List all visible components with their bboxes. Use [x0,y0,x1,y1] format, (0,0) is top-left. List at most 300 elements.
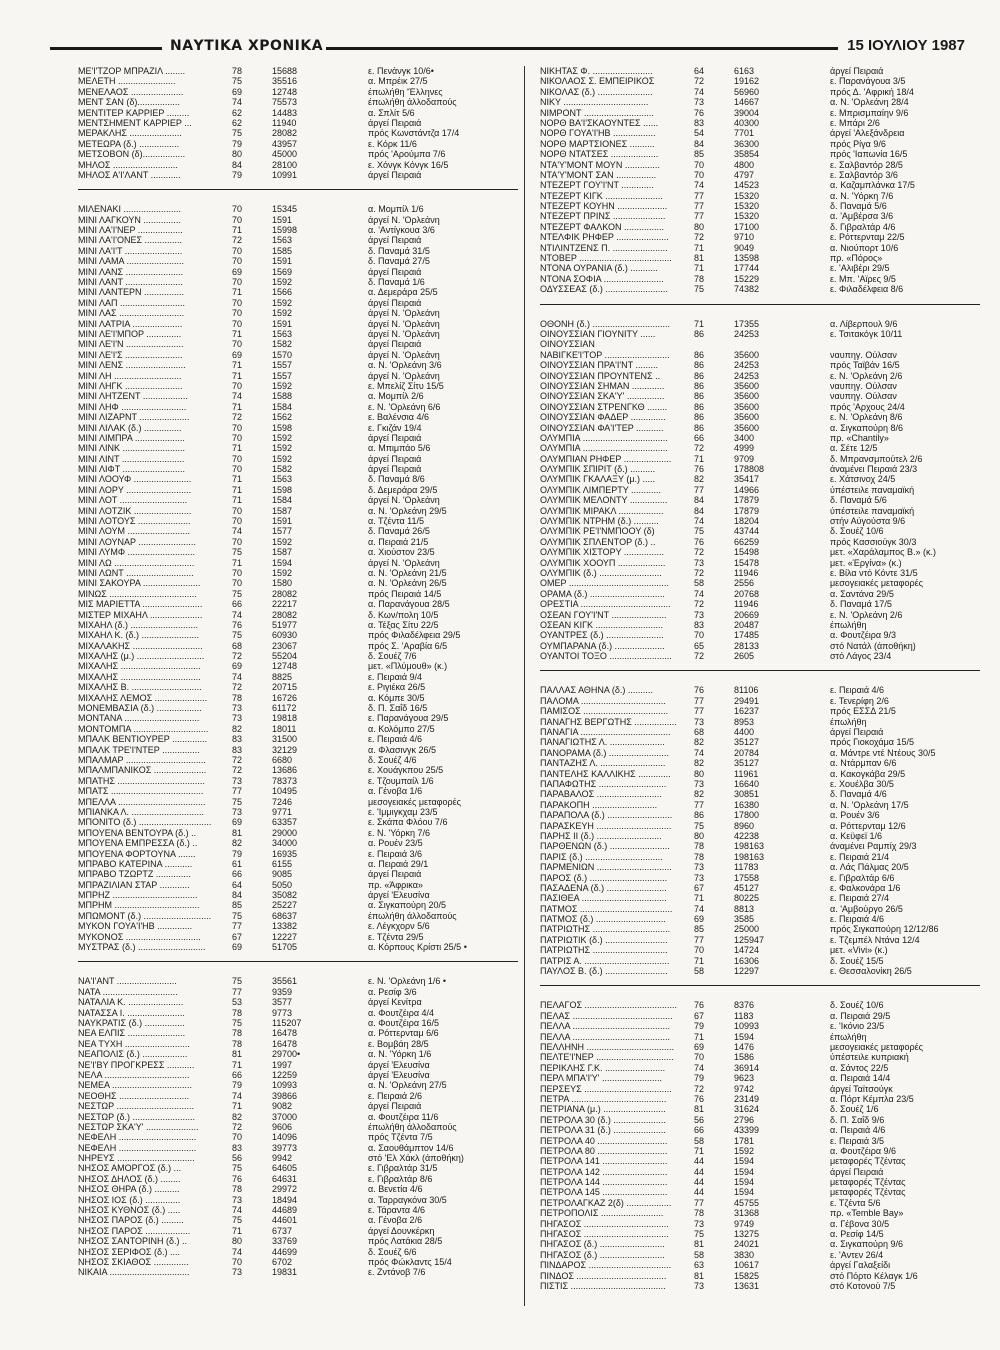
build-year: 75 [232,128,243,139]
ship-row [78,485,518,495]
build-year: 70 [232,256,243,267]
tonnage: 1586 [734,1052,755,1063]
build-year: 74 [694,516,705,527]
ship-location: δ. Σουέζ 7/6 [368,651,417,662]
build-year: 73 [232,775,243,786]
ship-location: πρός ΕΣΣΔ 21/5 [830,706,896,717]
ship-row [540,1104,980,1114]
build-year: 83 [232,744,243,755]
ship-location: δ. Σουέζ 1/6 [830,1104,879,1115]
ship-name: ΠΕΛΑΣ ........................................ [540,1010,673,1021]
ship-location: άργεί 'Ελευσίνα [368,890,430,901]
ship-location: μεταφορές Τζέντας [830,1156,906,1167]
ship-location: άργεί Πειραιά [830,727,884,738]
ship-name: ΠΕΤΡΟΛΑ 144 .......................... [540,1177,668,1188]
build-year: 80 [232,149,243,160]
section-divider [78,180,518,190]
build-year: 74 [694,180,705,191]
ship-location: ε. Τζέντα 5/6 [830,1197,881,1208]
ship-row [540,433,980,443]
ship-location: α. Ρεσίφ 3/6 [368,986,417,997]
build-year: 70 [232,536,243,547]
build-year: 72 [232,651,243,662]
ship-row [540,589,980,599]
build-year: 69 [232,661,243,672]
tonnage: 19162 [734,76,760,87]
ship-name: ΜΕΝΕΛΑΟΣ ..................... [78,86,184,97]
ship-row [540,758,980,768]
ship-name: ΝΑΤΑΣΣΑ Ι. ....................... [78,1007,185,1018]
ship-row [540,893,980,903]
tonnage: 178808 [734,464,765,475]
ship-name: ΜΙΝΙ ΛΟΥΝΑΡ ....................... [78,536,196,547]
tonnage: 28082 [272,128,298,139]
ship-location: ε. Κόρκ 11/6 [368,138,417,149]
ship-location: α. Κόρπους Κρίστι 25/5 • [368,942,467,953]
ship-location: α. Ν. 'Ορλεάνη 28/4 [830,97,909,108]
ship-row [540,474,980,484]
ship-name: ΟΔΥΣΣΕΑΣ (δ.) ......................... [540,284,668,295]
ship-name: ΜΙΝΙ ΛΙΜΠΡΑ .................... [78,432,185,443]
tonnage: 75573 [272,97,298,108]
build-year: 72 [694,547,705,558]
ship-location: ε. Παρανάγουα 3/5 [830,76,906,87]
tonnage: 9773 [272,1007,293,1018]
tonnage: 43957 [272,138,298,149]
build-year: 80 [694,221,705,232]
tonnage: 10495 [272,786,298,797]
build-year: 75 [694,820,705,831]
ship-row [540,274,980,284]
ship-name: ΠΑΝΤΕΛΗΣ ΚΑΛΛΙΚΗΣ ............. [540,768,671,779]
ship-row [78,423,518,433]
build-year: 74 [694,1062,705,1073]
ship-row [540,630,980,640]
ship-row [78,672,518,682]
build-year: 83 [694,619,705,630]
ship-name: ΜΙΝΙ ΛΙΖΑΡΝΤ .................... [78,412,190,423]
tonnage: 15498 [734,547,760,558]
ship-row [540,610,980,620]
ship-row [78,911,518,921]
ship-row [540,1239,980,1249]
ship-row [78,537,518,547]
tonnage: 33769 [272,1236,298,1247]
tonnage: 43744 [734,526,760,537]
ship-location: ε. Πειραιά 2/6 [368,1090,423,1101]
ship-name: ΜΠΑΛΜΠΑΝΙΚΟΣ ..................... [78,765,207,776]
tonnage: 15320 [734,201,760,212]
build-year: 71 [232,1225,243,1236]
ship-name: ΜΠΡΑΒΟ ΚΑΤΕΡΙΝΑ ........... [78,858,193,869]
ship-name: ΝΕΦΕΛΗ ............................... [78,1132,197,1143]
ship-row [78,1122,518,1132]
ship-location: α. Φουτζέιρα 11/6 [368,1111,439,1122]
ship-name: ΝΟΡΘ ΒΑ'Ι'ΣΚΑΟΥΝΤΕΣ ...... [540,117,659,128]
ship-location: α. Πόρτ Κέμπλα 23/5 [830,1093,914,1104]
ship-row [540,516,980,526]
ship-row [540,1032,980,1042]
ship-name: ΜΙΝΙ ΛΑΝΣ ....................... [78,266,184,277]
ship-row [540,620,980,630]
build-year: 71 [694,1031,705,1042]
ship-location: άργεί Πειραιά [368,432,422,443]
ship-location: α. Σαντάνα 29/5 [830,588,894,599]
build-year: 74 [232,97,243,108]
tonnage: 1584 [272,495,293,506]
ship-location: ε. Φιλαδέλφεια 8/6 [830,284,904,295]
build-year: 62 [232,117,243,128]
tonnage: 64631 [272,1173,298,1184]
ship-location: μεσογειακές μεταφορές [830,1041,923,1052]
tonnage: 1582 [272,464,293,475]
build-year: 63 [694,1260,705,1271]
build-year: 61 [232,858,243,869]
build-year: 75 [232,976,243,987]
ship-location: άργεί Πειραιά [368,339,422,350]
tonnage: 43399 [734,1125,760,1136]
build-year: 78 [232,66,243,76]
build-year: 85 [694,149,705,160]
ship-location: ναυπηγ. Ούλσαν [830,349,897,360]
ship-row [78,776,518,786]
ship-row [540,485,980,495]
build-year: 80 [694,768,705,779]
ship-row [540,717,980,727]
tonnage: 20715 [272,682,298,693]
tonnage: 78373 [272,775,298,786]
ship-location: δ. Παναμά 26/5 [368,526,430,537]
tonnage: 63357 [272,817,298,828]
ship-location: ε. Μπάρι 2/6 [830,117,880,128]
build-year: 74 [694,86,705,97]
ship-location: άργεί Πειραιά [368,869,422,880]
ship-name: ΜΙΝΙ ΛΕ'Ι'Ν ....................... [78,339,184,350]
tonnage: 15345 [272,204,298,215]
ship-location: πρ. «Πόρος» [830,253,883,264]
ship-location: πρός Πειραιά 14/5 [368,588,442,599]
ship-name: ΜΙΝΙ ΛΑΓΚΟΥΝ ............... [78,214,181,225]
ship-name: ΠΑΤΜΟΣ ..................................... [540,903,673,914]
ship-row [78,66,518,76]
tonnage: 9082 [272,1101,293,1112]
tonnage: 3830 [734,1249,755,1260]
ship-name: ΠΕΤΡΟΠΟΛΙΣ ......................... [540,1208,664,1219]
ship-name: ΝΙΚΑΙΑ ................................ [78,1267,190,1278]
build-year: 78 [232,692,243,703]
ship-row [540,76,980,86]
build-year: 70 [232,318,243,329]
ship-location: ε. Ζντάνοβ 7/6 [368,1267,426,1278]
build-year: 70 [232,464,243,475]
ship-location: ύπέστειλε παναμαϊκή [830,484,915,495]
ship-location: πρός Φιλαδέλφεια 29/5 [368,630,461,641]
build-year: 71 [232,225,243,236]
ship-row [540,558,980,568]
ship-location: άργεί Πειραιά [368,235,422,246]
ship-row [78,329,518,339]
ship-row [78,880,518,890]
ship-row [540,391,980,401]
tonnage: 61172 [272,703,297,714]
build-year: 74 [232,391,243,402]
ship-name: ΟΙΝΟΥΣΣΙΑΝ ΦΑΔΕΡ .............. [540,412,666,423]
build-year: 73 [694,716,705,727]
ship-location: στό 'Ελ Χάκλ (άποθήκη) [368,1153,464,1164]
ship-row [540,402,980,412]
tonnage: 1594 [734,1156,755,1167]
ship-row [78,900,518,910]
build-year: 79 [694,1021,705,1032]
ship-location: α. Ρουέν 23/5 [368,838,423,849]
ship-name: ΜΙΝΙ ΛΟΤ ........................... [78,495,188,506]
ship-name: ΠΑΛΛΑΣ ΑΘΗΝΑ (δ.) .......... [540,685,653,696]
ship-name: ΠΕΛΛΑ ....................................... [540,1031,671,1042]
tonnage: 9606 [272,1121,293,1132]
ship-name: ΠΕΛΛΗΝΗ ................................... [540,1041,675,1052]
ship-name: ΜΙΧΑΗΛ Κ. (δ.) ....................... [78,630,200,641]
ship-location: δ. Κων/πολη 10/5 [368,609,439,620]
ship-name: ΜΙΝΙ ΛΕΝΣ ........................ [78,360,186,371]
tonnage: 8376 [734,1000,755,1011]
build-year: 70 [232,214,243,225]
ship-location: ε. Ν. 'Υόρκη 7/6 [368,827,431,838]
ship-location: άργεί Ν. 'Ορλεάνη [368,308,440,319]
tonnage: 1592 [272,277,293,288]
ship-list-block [540,66,980,295]
ship-name: ΝΕΦΕΛΗ ............................... [78,1142,197,1153]
build-year: 44 [694,1156,705,1167]
ship-location: στό Νατάλ (άποθήκη) [830,640,916,651]
ship-row [78,87,518,97]
ship-row [78,443,518,453]
ship-name: ΝΙΚΗΤΑΣ Φ. ........................ [540,66,653,76]
ship-row [78,1195,518,1205]
ship-location: α. Λίβερπουλ 9/6 [830,318,898,329]
build-year: 74 [232,1090,243,1101]
tonnage: 15320 [734,211,760,222]
tonnage: 24253 [734,328,760,339]
build-year: 69 [694,1041,705,1052]
tonnage: 16380 [734,799,760,810]
ship-location: στό Πόρτο Κέλαγκ 1/6 [830,1270,918,1281]
ship-row [78,568,518,578]
build-year: 71 [232,287,243,298]
ship-row [78,215,518,225]
ship-location: άργεί Πειραιά [368,464,422,475]
ship-row [540,1063,980,1073]
ship-location: ε. Πειραιά 3/5 [830,1135,885,1146]
tonnage: 1594 [272,557,293,568]
build-year: 62 [232,107,243,118]
ship-row [78,1028,518,1038]
ship-location: πρός Ταϊβάν 16/5 [830,360,900,371]
ship-row [78,1080,518,1090]
tonnage: 1584 [272,401,293,412]
ship-location: α. Φουτζέιρα 4/4 [368,1007,435,1018]
tonnage: 11940 [272,117,297,128]
ship-row [78,1143,518,1153]
ship-name: ΠΑΝΑΓΗΣ ΒΕΡΓΩΤΗΣ ................. [540,716,677,727]
ship-row [78,506,518,516]
ship-location: μετ. «Χαράλαμπος Β.» (κ.) [830,547,936,558]
build-year: 67 [694,1010,705,1021]
ship-location: ε. Χουάγκπου 25/5 [368,765,444,776]
build-year: 83 [232,1142,243,1153]
build-year: 85 [694,924,705,935]
build-year: 70 [232,505,243,516]
ship-row [78,1163,518,1173]
ship-location: ε. Σκάπα Φλόου 7/6 [368,817,448,828]
tonnage: 1591 [272,214,293,225]
ship-name: ΝΕΑ ΕΛΠΙΣ ....................... [78,1028,186,1039]
tonnage: 39004 [734,107,760,118]
tonnage: 42238 [734,830,760,841]
ship-name: ΜΙΝΩΣ ................................... [78,588,197,599]
build-year: 68 [232,640,243,651]
ship-name: ΜΙΝΙ ΛΟΟΥΦ ....................... [78,474,192,485]
build-year: 71 [232,328,243,339]
ship-row [78,118,518,128]
ship-location: μετ. «Vivi» (κ.) [830,945,888,956]
ship-name: ΟΡΑΜΑ (δ.) .............................. [540,588,665,599]
tonnage: 32129 [272,744,298,755]
ship-row [540,1021,980,1031]
build-year: 70 [232,578,243,589]
ship-name: ΜΙΝΙ ΛΑ'Ι'Τ ....................... [78,245,183,256]
tonnage: 1566 [272,287,293,298]
build-year: 70 [232,422,243,433]
ship-row [540,966,980,976]
ship-name: ΜΙΝΙ ΛΟΤΟΥΣ ..................... [78,516,191,527]
tonnage: 16726 [272,692,298,703]
ship-row [78,149,518,159]
ship-row [540,108,980,118]
ship-name: ΠΕΤΡΟΛΑ 142 .......................... [540,1166,668,1177]
tonnage: 64605 [272,1163,298,1174]
ship-name: ΟΛΥΜΠΙΚ ΜΙΡΑΚΛ .................. [540,505,664,516]
tonnage: 34000 [272,838,298,849]
tonnage: 81106 [734,685,759,696]
ship-location: ε. Ν. 'Ορλεάνη 6/6 [368,401,441,412]
build-year: 77 [232,986,243,997]
tonnage: 12297 [734,966,760,977]
ship-name: ΜΙΝΙ ΣΑΚΟΥΡΑ ....................... [78,578,201,589]
magazine-title: ΝΑΥΤΙΚΑ ΧΡΟΝΙΚΑ [170,38,324,54]
ship-name: ΠΑΜΙΣΟΣ .................................. [540,706,669,717]
ship-location: άργεί Ταϊτσούγκ [830,1083,893,1094]
build-year: 53 [232,997,243,1008]
ship-name: ΠΑΡΘΕΝΩΝ (δ.) ........................ [540,841,670,852]
ship-row [540,706,980,716]
tonnage: 17485 [734,630,760,641]
ship-name: ΠΑΤΡΙΩΤΗΣ ............................... [540,924,671,935]
tonnage: 51977 [272,619,298,630]
ship-row [78,454,518,464]
ship-location: ε. Τζουμπαίλ 1/6 [368,775,434,786]
ship-name: ΠΕΤΡΟΛΑ 31 (δ.) ..................... [540,1125,666,1136]
ship-location: άργεί Πειραιά [368,169,422,180]
build-year: 77 [694,1197,705,1208]
ship-location: α. Ν. 'Υόρκη 1/6 [368,1049,432,1060]
ship-row [540,1115,980,1125]
ship-location: δ. Π. Σαΐδ 16/5 [368,703,428,714]
ship-name: ΜΙΧΑΛΗΣ ................................ [78,671,201,682]
ship-location: άργεί 'Αλεξάνδρεια [830,128,905,139]
ship-location: πρ. «Chantily» [830,432,889,443]
tonnage: 10617 [734,1260,760,1271]
ship-location: άργεί Πειραιά [368,117,422,128]
ship-name: ΜΙΧΑΛΑΚΗΣ ............................ [78,640,203,651]
ship-location: α. Ν. 'Ορλεάνη 26/5 [368,578,447,589]
ship-row [540,1250,980,1260]
tonnage: 20669 [734,609,760,620]
ship-name: ΜΠΡΑΒΟ ΤΖΩΡΤΖ .............. [78,869,191,880]
ship-row [540,1167,980,1177]
ship-name: ΟΙΝΟΥΣΣΙΑΝ ΓΙΟΥΝΙΤΥ ...... [540,328,656,339]
ship-row [540,371,980,381]
build-year: 82 [694,737,705,748]
tonnage: 1580 [272,578,293,589]
ship-row [78,765,518,775]
tonnage: 1592 [272,308,293,319]
ship-row [540,599,980,609]
ship-row [78,235,518,245]
build-year: 74 [232,1246,243,1257]
build-year: 73 [694,872,705,883]
ship-row [540,222,980,232]
ship-name: ΝΙΜΡΟΝΤ ............................ [540,107,654,118]
ship-location: στό Κοτονού 7/5 [830,1280,896,1291]
build-year: 71 [232,1059,243,1070]
tonnage: 35600 [734,401,760,412]
ship-name: ΜΗΛΟΣ Α'Ι'ΛΑΝΤ ............ [78,169,181,180]
build-year: 70 [232,204,243,215]
ship-row [78,558,518,568]
ship-location: ε. Τζέντα 29/5 [368,931,424,942]
ship-name: ΝΤΕΖΕΡΤ ΓΟΥ'Ι'ΝΤ ............. [540,180,654,191]
build-year: 71 [232,370,243,381]
ship-location: α. Πειραιά 14/4 [830,1073,891,1084]
ship-name: ΝΕΑΠΟΛΙΣ (δ.) .................. [78,1049,188,1060]
tonnage: 18011 [272,723,297,734]
ship-location: στό Λάγος 23/4 [830,651,892,662]
ship-name: ΜΠΑΛΚ ΤΡΕ'Ι'ΝΤΕΡ ............... [78,744,200,755]
build-year: 71 [694,955,705,966]
ship-location: ε. Φαλκονάρα 1/6 [830,882,901,893]
ship-name: ΝΙΚΟΛΑΟΣ Σ. ΕΜΠΕΙΡΙΚΟΣ [540,76,655,87]
ship-name: ΜΙΝΙ ΛΟΡΥ .......................... [78,484,192,495]
ship-location: δ. Μπρανσμπούτελ 2/6 [830,453,923,464]
ship-name: ΜΙΝΙ ΛΥΜΦ ........................... [78,547,196,558]
build-year: 84 [232,890,243,901]
build-year: 67 [232,931,243,942]
ship-name: ΜΙΣΤΕΡ ΜΙΧΑΗΛ ..................... [78,609,203,620]
ship-location: ε. Χουέλβα 30/5 [830,779,894,789]
ship-location: α. Φουτζέιρα 9/3 [830,630,897,641]
tonnage: 4797 [734,169,755,180]
build-year: 76 [694,685,705,696]
ship-name: ΝΗΣΟΣ ΠΑΡΟΣ (δ.) ......... [78,1215,184,1226]
ship-name: ΜΕΛΕΤΗ ....................... [78,76,176,87]
tonnage: 10991 [272,169,298,180]
build-year: 71 [694,242,705,253]
ship-name: ΟΛΥΜΠΙΚ ΜΕΛΟΝΤΥ ............... [540,495,668,506]
ship-name: ΜΙΧΑΛΗΣ Β. ............................ [78,682,202,693]
ship-name: ΜΙΝΙ ΛΩΝΤ ........................... [78,567,194,578]
tonnage: 35854 [734,149,760,160]
ship-name: ΠΑΡΑΣΚΕΥΗ .............................. [540,820,672,831]
